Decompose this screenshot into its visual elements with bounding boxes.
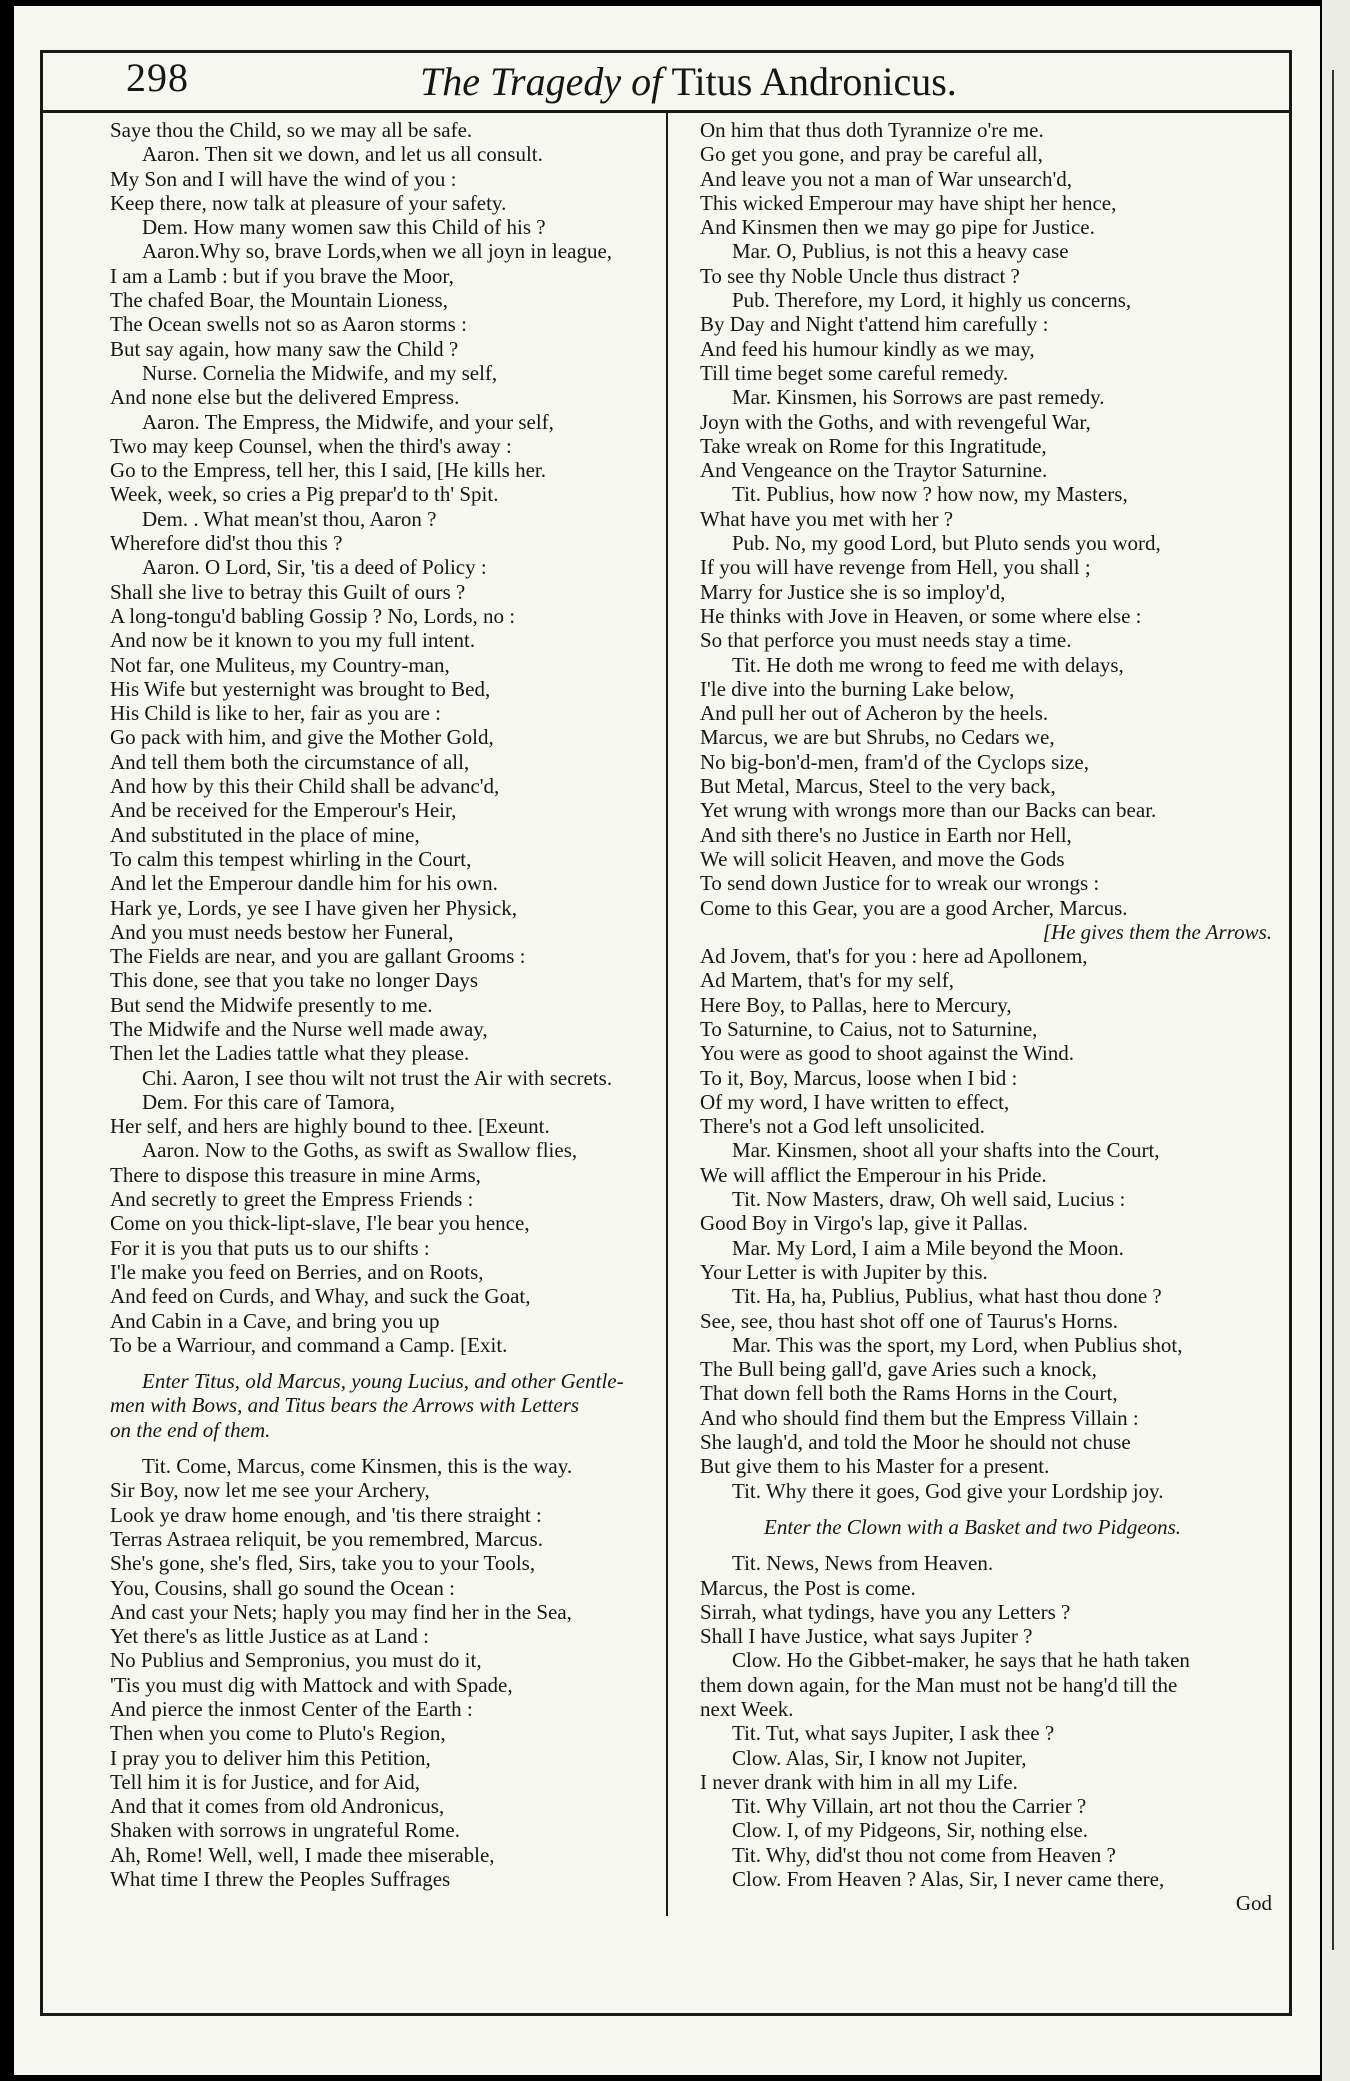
text-line: I am a Lamb : but if you brave the Moor, xyxy=(110,263,454,288)
text-line: Not far, one Muliteus, my Country-man, xyxy=(110,652,450,677)
text-line: And now be it known to you my full intent. xyxy=(110,628,476,653)
text-line: Clow. From Heaven ? Alas, Sir, I never came there, xyxy=(732,1867,1165,1892)
text-line: And Cabin in a Cave, and bring you up xyxy=(110,1308,440,1333)
text-line: To be a Warriour, and command a Camp. [Exit. xyxy=(110,1332,508,1357)
text-line: Dem. How many women saw this Child of his ? xyxy=(142,215,546,240)
text-line: Mar. This was the sport, my Lord, when Publius shot, xyxy=(732,1332,1183,1357)
text-line: Aaron. Then sit we down, and let us all consult. xyxy=(142,142,543,167)
text-line: Dem. For this care of Tamora, xyxy=(142,1089,395,1114)
text-line: Look ye draw home enough, and 'tis there straight : xyxy=(110,1502,542,1527)
text-line: We will solicit Heaven, and move the Gods xyxy=(700,846,1065,871)
text-line: By Day and Night t'attend him carefully : xyxy=(700,312,1049,337)
text-line: Then let the Ladies tattle what they please. xyxy=(110,1041,470,1066)
text-line: Of my word, I have written to effect, xyxy=(700,1089,1010,1114)
text-line: My Son and I will have the wind of you : xyxy=(110,166,457,191)
text-line: Her self, and hers are highly bound to thee. [Exeunt. xyxy=(110,1114,550,1139)
text-line: No Publius and Sempronius, you must do it, xyxy=(110,1648,482,1673)
text-line: Mar. My Lord, I aim a Mile beyond the Moon. xyxy=(732,1235,1124,1260)
text-line: Go to the Empress, tell her, this I said, [He kills her. xyxy=(110,458,546,483)
text-line: Ad Jovem, that's for you : here ad Apollonem, xyxy=(700,944,1088,969)
text-line: You were as good to shoot against the Wind. xyxy=(700,1041,1075,1066)
text-line: And pierce the inmost Center of the Earth : xyxy=(110,1697,473,1721)
text-line: For it is you that puts us to our shifts : xyxy=(110,1235,430,1260)
running-title xyxy=(420,58,957,105)
text-line: And sith there's no Justice in Earth nor Hell, xyxy=(700,822,1072,847)
text-line: Enter Titus, old Marcus, young Lucius, and other Gentle- xyxy=(142,1369,624,1394)
text-line: But send the Midwife presently to me. xyxy=(110,992,433,1017)
text-line: And let the Emperour dandle him for his own. xyxy=(110,871,498,896)
text-line: Come to this Gear, you are a good Archer, Marcus. xyxy=(700,895,1128,920)
text-line: And you must needs bestow her Funeral, xyxy=(110,919,454,944)
text-line: I'le dive into the burning Lake below, xyxy=(700,676,1015,701)
text-line: The Midwife and the Nurse well made away, xyxy=(110,1016,488,1041)
left-column xyxy=(110,118,658,1891)
page-number: 298 xyxy=(126,55,189,100)
text-line: Week, week, so cries a Pig prepar'd to th' Spit. xyxy=(110,482,499,507)
text-line: To calm this tempest whirling in the Court, xyxy=(110,846,472,871)
text-line: Then when you come to Pluto's Region, xyxy=(110,1721,446,1746)
text-line: If you will have revenge from Hell, you shall ; xyxy=(700,555,1091,580)
text-line: But Metal, Marcus, Steel to the very back, xyxy=(700,774,1056,799)
text-line: To see thy Noble Uncle thus distract ? xyxy=(700,263,1020,288)
text-line: Tit. Why Villain, art not thou the Carrier ? xyxy=(732,1794,1087,1819)
text-line: Joyn with the Goths, and with revengeful War, xyxy=(700,409,1091,434)
text-line: The Bull being gall'd, gave Aries such a knock, xyxy=(700,1357,1097,1382)
text-line: them down again, for the Man must not be hang'd till the xyxy=(700,1672,1178,1697)
text-line: Aaron. O Lord, Sir, 'tis a deed of Policy : xyxy=(142,555,487,580)
text-line: And Vengeance on the Traytor Saturnine. xyxy=(700,458,1048,483)
text-line: men with Bows, and Titus bears the Arrows with Letters xyxy=(110,1393,580,1418)
text-line: Your Letter is with Jupiter by this. xyxy=(700,1259,988,1284)
text-line: Marry for Justice she is so imploy'd, xyxy=(700,579,1006,604)
text-line: And who should find them but the Empress Villain : xyxy=(700,1405,1139,1430)
text-line: To it, Boy, Marcus, loose when I bid : xyxy=(700,1065,1018,1090)
text-line: She laugh'd, and told the Moor he should not chuse xyxy=(700,1430,1131,1455)
text-line: And secretly to greet the Empress Friends : xyxy=(110,1187,474,1212)
text-line: next Week. xyxy=(700,1697,794,1721)
text-line: And none else but the delivered Empress. xyxy=(110,385,460,410)
text-line: Pub. No, my good Lord, but Pluto sends you word, xyxy=(732,531,1161,556)
text-line: Marcus, we are but Shrubs, no Cedars we, xyxy=(700,725,1055,750)
text-line: Go get you gone, and pray be careful all, xyxy=(700,142,1043,167)
text-line: Saye thou the Child, so we may all be safe. xyxy=(110,118,473,142)
text-line: Yet wrung with wrongs more than our Backs can bear. xyxy=(700,798,1157,823)
text-line: Shall I have Justice, what says Jupiter ? xyxy=(700,1624,1033,1649)
text-line: Clow. Alas, Sir, I know not Jupiter, xyxy=(732,1745,1027,1770)
text-line: Wherefore did'st thou this ? xyxy=(110,531,343,556)
text-line: Terras Astraea reliquit, be you remembred, Marcus. xyxy=(110,1526,543,1551)
text-line: I never drank with him in all my Life. xyxy=(700,1769,1018,1794)
text-line: Tit. Now Masters, draw, Oh well said, Lucius : xyxy=(732,1187,1126,1212)
text-line: So that perforce you must needs stay a time. xyxy=(700,628,1072,653)
text-line: This wicked Emperour may have shipt her hence, xyxy=(700,190,1117,215)
text-line: Tit. Why there it goes, God give your Lordship joy. xyxy=(732,1478,1164,1503)
text-line: This done, see that you take no longer Days xyxy=(110,968,478,993)
text-line: Here Boy, to Pallas, here to Mercury, xyxy=(700,992,1012,1017)
text-line: And cast your Nets; haply you may find her in the Sea, xyxy=(110,1599,572,1624)
text-line: Aaron.Why so, brave Lords,when we all joyn in league, xyxy=(142,239,613,264)
text-line: There's not a God left unsolicited. xyxy=(700,1114,985,1139)
text-line: His Child is like to her, fair as you are : xyxy=(110,701,442,726)
text-line: A long-tongu'd babling Gossip ? No, Lords, no : xyxy=(110,603,516,628)
text-line: Clow. Ho the Gibbet-maker, he says that he hath taken xyxy=(732,1648,1190,1673)
text-line: Aaron. The Empress, the Midwife, and your self, xyxy=(142,409,554,434)
text-line: Mar. Kinsmen, shoot all your shafts into the Court, xyxy=(732,1138,1160,1163)
text-line: What time I threw the Peoples Suffrages xyxy=(110,1867,451,1892)
text-line: There to dispose this treasure in mine Arms, xyxy=(110,1162,481,1187)
text-line: To Saturnine, to Caius, not to Saturnine, xyxy=(700,1016,1038,1041)
text-line: Hark ye, Lords, ye see I have given her Physick, xyxy=(110,895,518,920)
text-line: Shaken with sorrows in ungrateful Rome. xyxy=(110,1818,460,1843)
text-line: Tit. Why, did'st thou not come from Heaven ? xyxy=(732,1842,1116,1867)
text-line: And be received for the Emperour's Heir, xyxy=(110,798,457,823)
text-line: And Kinsmen then we may go pipe for Justice. xyxy=(700,215,1095,240)
text-line: Marcus, the Post is come. xyxy=(700,1575,916,1600)
text-line: Dem. . What mean'st thou, Aaron ? xyxy=(142,506,437,531)
text-line: See, see, thou hast shot off one of Taurus's Horns. xyxy=(700,1308,1118,1333)
text-line: God xyxy=(1235,1891,1272,1916)
right-column xyxy=(700,118,1272,1916)
text-line: You, Cousins, shall go sound the Ocean : xyxy=(110,1575,455,1600)
text-line: That down fell both the Rams Horns in the Court, xyxy=(700,1381,1118,1406)
text-line: Sir Boy, now let me see your Archery, xyxy=(110,1478,430,1503)
text-line: Take wreak on Rome for this Ingratitude, xyxy=(700,433,1047,458)
text-line: On him that thus doth Tyrannize o're me. xyxy=(700,118,1044,142)
text-line: Tell him it is for Justice, and for Aid, xyxy=(110,1769,420,1794)
text-line: Pub. Therefore, my Lord, it highly us concerns, xyxy=(732,288,1132,313)
text-line: Mar. Kinsmen, his Sorrows are past remedy. xyxy=(732,385,1105,410)
adjacent-page-rule xyxy=(1332,70,1334,1950)
text-line: I pray you to deliver him this Petition, xyxy=(110,1745,431,1770)
running-title-prefix: The Tragedy of xyxy=(420,59,663,104)
text-line: The Ocean swells not so as Aaron storms : xyxy=(110,312,467,337)
text-line: What have you met with her ? xyxy=(700,506,954,531)
text-line: Chi. Aaron, I see thou wilt not trust the Air with secrets. xyxy=(142,1065,613,1090)
text-line: on the end of them. xyxy=(110,1417,271,1442)
text-line: Clow. I, of my Pidgeons, Sir, nothing else. xyxy=(732,1818,1088,1843)
text-line: And feed on Curds, and Whay, and suck the Goat, xyxy=(110,1284,531,1309)
text-line: No big-bon'd-men, fram'd of the Cyclops size, xyxy=(700,749,1089,774)
text-line: Come on you thick-lipt-slave, I'le bear you hence, xyxy=(110,1211,530,1236)
text-line: She's gone, she's fled, Sirs, take you to your Tools, xyxy=(110,1551,536,1576)
text-line: Two may keep Counsel, when the third's away : xyxy=(110,433,512,458)
adjacent-page-edge xyxy=(1322,0,1350,2081)
text-line: Tit. Publius, how now ? how now, my Masters, xyxy=(732,482,1128,507)
text-line: Ad Martem, that's for my self, xyxy=(700,968,954,993)
text-line: Tit. News, News from Heaven. xyxy=(732,1551,994,1576)
text-line: Ah, Rome! Well, well, I made thee miserable, xyxy=(110,1842,495,1867)
text-line: To send down Justice for to wreak our wrongs : xyxy=(700,871,1100,896)
text-line: Tit. Tut, what says Jupiter, I ask thee ? xyxy=(732,1721,1055,1746)
text-line: Shall she live to betray this Guilt of ours ? xyxy=(110,579,466,604)
text-line: And tell them both the circumstance of all, xyxy=(110,749,470,774)
text-line: The chafed Boar, the Mountain Lioness, xyxy=(110,288,448,313)
text-line: Go pack with him, and give the Mother Gold, xyxy=(110,725,494,750)
text-line: Keep there, now talk at pleasure of your safety. xyxy=(110,190,507,215)
text-line: Nurse. Cornelia the Midwife, and my self, xyxy=(142,360,498,385)
text-line: And leave you not a man of War unsearch'd, xyxy=(700,166,1073,191)
text-line: Tit. Come, Marcus, come Kinsmen, this is the way. xyxy=(142,1454,573,1479)
text-line: Aaron. Now to the Goths, as swift as Swallow flies, xyxy=(142,1138,578,1163)
column-divider xyxy=(666,112,668,1916)
text-line: Till time beget some careful remedy. xyxy=(700,360,1009,385)
text-line: And substituted in the place of mine, xyxy=(110,822,420,847)
text-line: The Fields are near, and you are gallant Grooms : xyxy=(110,944,526,969)
text-line: And pull her out of Acheron by the heels. xyxy=(700,701,1049,726)
text-line: And that it comes from old Andronicus, xyxy=(110,1794,445,1819)
text-line: We will afflict the Emperour in his Pride. xyxy=(700,1162,1047,1187)
text-line: Sirrah, what tydings, have you any Letters ? xyxy=(700,1599,1071,1624)
text-line: Enter the Clown with a Basket and two Pidgeons. xyxy=(764,1514,1182,1539)
text-line: Tit. Ha, ha, Publius, Publius, what hast thou done ? xyxy=(732,1284,1162,1309)
text-line: But give them to his Master for a present. xyxy=(700,1454,1050,1479)
text-line: But say again, how many saw the Child ? xyxy=(110,336,459,361)
text-line: Tit. He doth me wrong to feed me with delays, xyxy=(732,652,1124,677)
text-line: He thinks with Jove in Heaven, or some where else : xyxy=(700,603,1142,628)
text-line: And feed his humour kindly as we may, xyxy=(700,336,1035,361)
text-line: I'le make you feed on Berries, and on Roots, xyxy=(110,1259,484,1284)
text-line: Mar. O, Publius, is not this a heavy case xyxy=(732,239,1069,264)
text-line: Good Boy in Virgo's lap, give it Pallas. xyxy=(700,1211,1028,1236)
running-title-main: Titus Andronicus. xyxy=(671,59,957,104)
text-line: 'Tis you must dig with Mattock and with Spade, xyxy=(110,1672,513,1697)
text-line: [He gives them the Arrows. xyxy=(1042,919,1272,944)
text-line: Yet there's as little Justice as at Land : xyxy=(110,1624,429,1649)
text-line: His Wife but yesternight was brought to Bed, xyxy=(110,676,491,701)
text-line: And how by this their Child shall be advanc'd, xyxy=(110,774,500,799)
